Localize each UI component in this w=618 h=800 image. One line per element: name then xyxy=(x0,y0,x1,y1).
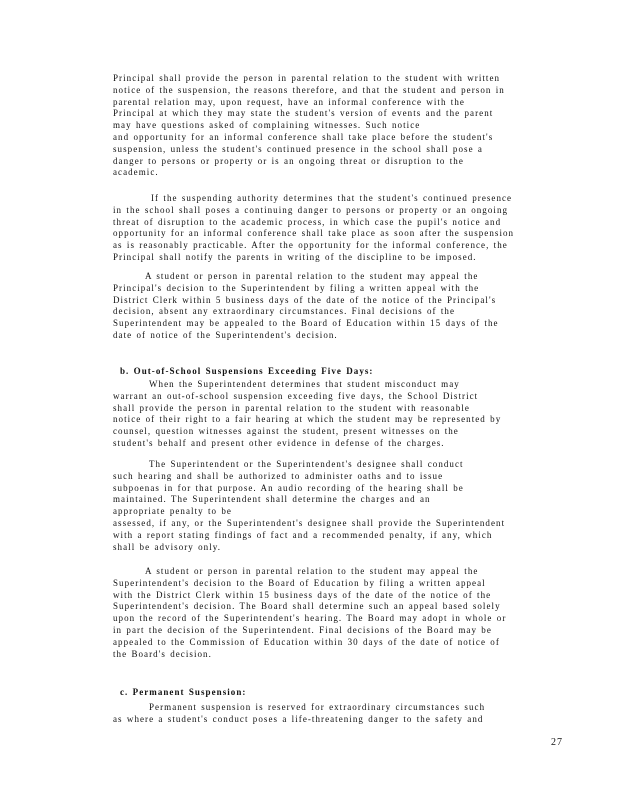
text-line: in part the decision of the Superintendent. Final decisions of the Board may be xyxy=(113,625,492,635)
text-line: suspension, unless the student's continued presence in the school shall pose a xyxy=(113,143,483,154)
text-line: maintained. The Superintendent shall determine the charges and an xyxy=(113,494,431,505)
text-line: subpoenas in for that purpose. An audio recording of the hearing shall be xyxy=(113,482,464,493)
text-line: the Board's decision. xyxy=(113,648,212,659)
text-line: Principal shall notify the parents in writing of the discipline to be imposed. xyxy=(113,252,477,262)
text-line: notice of the suspension, the reasons therefore, and that the student and person in xyxy=(113,84,505,95)
text-line: parental relation may, upon request, have an informal conference with the xyxy=(113,96,465,107)
text-line: shall be advisory only. xyxy=(113,541,222,552)
text-line: notice of their right to a fair hearing at which the student may be represented by xyxy=(113,414,502,425)
heading-text: c. Permanent Suspension: xyxy=(120,687,247,697)
text-line: in the school shall poses a continuing danger to persons or property or an ongoing xyxy=(113,204,509,215)
text-line: A student or person in parental relation to the student may appeal the xyxy=(145,271,479,281)
text-line: Superintendent's decision to the Board of Education by filing a written appeal xyxy=(113,577,486,588)
text-line: as where a student's conduct poses a life-threatening danger to the safety and xyxy=(113,713,484,724)
text-line: Principal at which they may state the student's version of events and the parent xyxy=(113,108,494,119)
text-line: academic. xyxy=(113,167,159,178)
text-line: student's behalf and present other evidence in defense of the charges. xyxy=(113,438,445,448)
text-line: Principal's decision to the Superintendent by filing a written appeal with the xyxy=(113,282,480,293)
text-line: If the suspending authority determines that the student's continued presence xyxy=(151,193,513,203)
text-line: and opportunity for an informal conference shall take place before the student's xyxy=(113,132,494,142)
heading-text: b. Out-of-School Suspensions Exceeding Five Days: xyxy=(120,366,374,376)
text-line: appropriate penalty to be xyxy=(113,506,232,517)
text-line: threat of disruption to the academic process, in which case the pupil's notice and xyxy=(113,216,502,227)
text-line: Superintendent may be appealed to the Board of Education within 15 days of the xyxy=(113,318,499,329)
text-line: decision, absent any extraordinary circumstances. Final decisions of the xyxy=(113,306,456,317)
text-line: warrant an out-of-school suspension exceeding five days, the School District xyxy=(113,390,479,401)
text-line: counsel, question witnesses against the student, present witnesses on the xyxy=(113,426,459,437)
text-line: with the District Clerk within 15 business days of the date of the notice of the xyxy=(113,589,492,600)
text-line: may have questions asked of complaining witnesses. Such notice xyxy=(113,120,421,131)
text-line: opportunity for an informal conference shall take place as soon after the suspension xyxy=(113,228,515,239)
text-line: with a report stating findings of fact and a recommended penalty, if any, which xyxy=(113,529,493,540)
text-line: danger to persons or property or is an ongoing threat or disruption to the xyxy=(113,155,464,166)
page-number: 27 xyxy=(551,737,563,748)
text-line: Superintendent's decision. The Board shall determine such an appeal based solely xyxy=(113,601,501,612)
text-line: appealed to the Commission of Education within 30 days of the date of notice of xyxy=(113,636,500,647)
text-line: When the Superintendent determines that student misconduct may xyxy=(149,379,460,389)
text-line: The Superintendent or the Superintendent's designee shall conduct xyxy=(149,459,464,469)
text-line: such hearing and shall be authorized to administer oaths and to issue xyxy=(113,470,444,481)
text-line: upon the record of the Superintendent's hearing. The Board may adopt in whole or xyxy=(113,613,507,624)
text-line: A student or person in parental relation to the student may appeal the xyxy=(145,566,479,576)
text-line: Permanent suspension is reserved for extraordinary circumstances such xyxy=(149,702,486,712)
text-line: assessed, if any, or the Superintendent's designee shall provide the Superintendent xyxy=(113,518,506,528)
text-line: date of notice of the Superintendent's decision. xyxy=(113,330,338,340)
text-line: shall provide the person in parental relation to the student with reasonable xyxy=(113,402,470,413)
text-line: Principal shall provide the person in parental relation to the student with written xyxy=(113,73,501,83)
text-line: as is reasonably practicable. After the opportunity for the informal conference, the xyxy=(113,240,508,251)
text-line: District Clerk within 5 business days of the date of the notice of the Principal's xyxy=(113,294,497,305)
